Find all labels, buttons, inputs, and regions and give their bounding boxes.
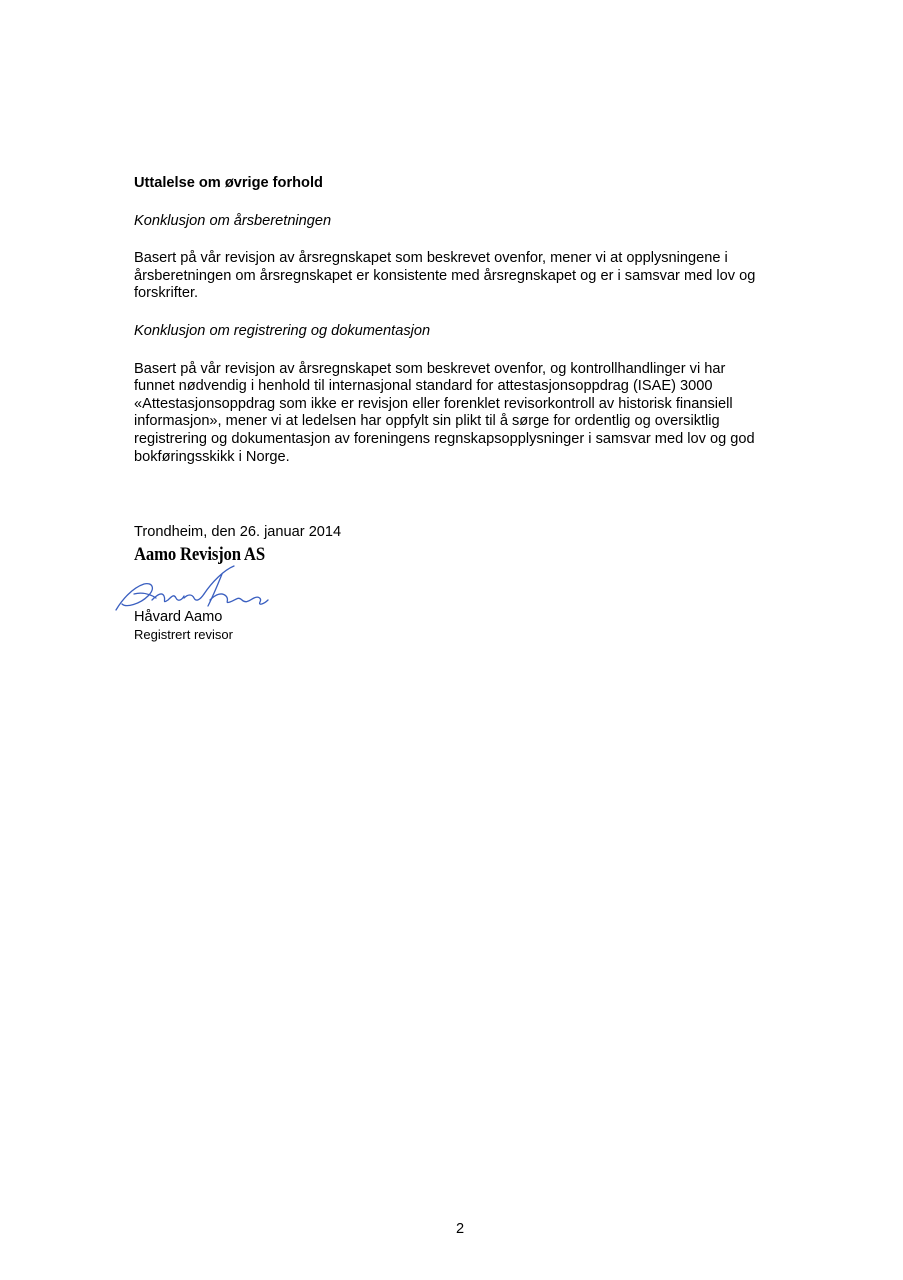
paragraph-registrering bbox=[134, 361, 794, 467]
place-date: Trondheim, den 26. januar 2014 bbox=[134, 524, 342, 540]
text-line: forskrifter. bbox=[134, 285, 199, 302]
text-line: Basert på vår revisjon av årsregnskapet som beskrevet ovenfor, mener vi at opplysningene i bbox=[134, 250, 728, 267]
document-body bbox=[134, 175, 794, 466]
page-number: 2 bbox=[455, 1221, 465, 1237]
text-line: informasjon», mener vi at ledelsen har oppfylt sin plikt til å sørge for ordentlig og oversiktlig bbox=[134, 413, 720, 430]
text-line: årsberetningen om årsregnskapet er konsistente med årsregnskapet og er i samsvar med lov og bbox=[134, 267, 756, 284]
text-line: bokføringsskikk i Norge. bbox=[134, 448, 290, 465]
paragraph-arsberetning bbox=[134, 250, 794, 303]
text-line: «Attestasjonsoppdrag som ikke er revisjon eller forenklet revisorkontroll av historisk finansiell bbox=[134, 395, 733, 412]
company-stamp-text: Aamo Revisjon AS bbox=[134, 543, 265, 565]
signature-block bbox=[134, 524, 534, 642]
company-stamp bbox=[134, 542, 534, 566]
subheading-arsberetning: Konklusjon om årsberetningen bbox=[134, 212, 332, 229]
text-line: registrering og dokumentasjon av foreningens regnskapsopplysninger i samsvar med lov og god bbox=[134, 430, 755, 447]
signer-name: Håvard Aamo bbox=[134, 609, 223, 625]
text-line: funnet nødvendig i henhold til internasjonal standard for attestasjonsoppdrag (ISAE) 3000 bbox=[134, 378, 713, 395]
subheading-registrering: Konklusjon om registrering og dokumentasjon bbox=[134, 322, 431, 339]
text-line: Basert på vår revisjon av årsregnskapet som beskrevet ovenfor, og kontrollhandlinger vi har bbox=[134, 360, 726, 377]
signer-title: Registrert revisor bbox=[134, 627, 233, 642]
section-heading: Uttalelse om øvrige forhold bbox=[134, 175, 323, 191]
